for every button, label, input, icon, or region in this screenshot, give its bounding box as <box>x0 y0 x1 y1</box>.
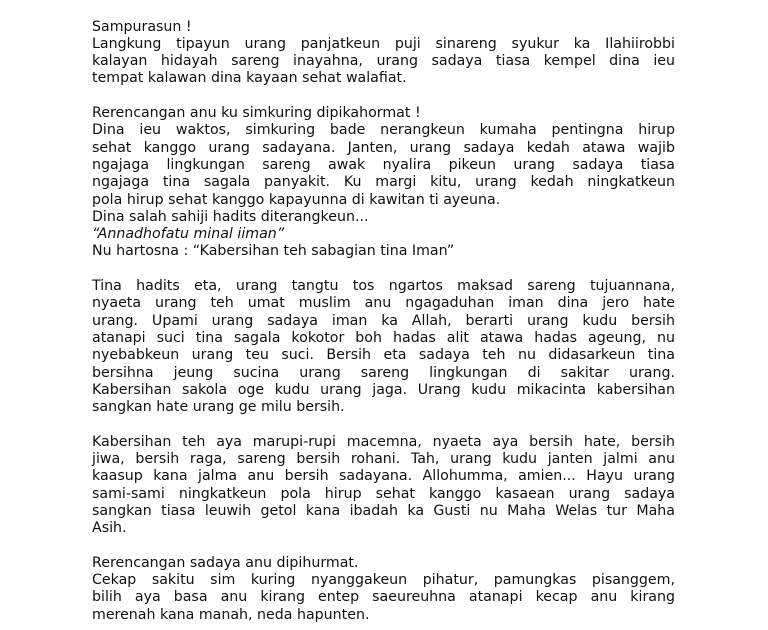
blank-line <box>92 261 675 278</box>
text-line: kalayan hidayah sareng inayahna, urang sadaya tiasa kempel dina ieu <box>92 53 675 70</box>
text-line: Asih. <box>92 520 127 537</box>
text-line: bersihna jeung sucina urang sareng lingkungan di sakitar urang. <box>92 364 675 381</box>
text-line: nyaeta urang teh umat muslim anu ngagaduhan iman dina jero hate <box>92 295 675 312</box>
text-line: pola hirup sehat kanggo kapayunna di kawitan ti ayeuna. <box>92 191 501 208</box>
text-line: Tina hadits eta, urang tangtu tos ngartos maksad sareng tujuannana, <box>92 278 675 295</box>
text-line: “Annadhofatu minal iiman” <box>92 226 285 243</box>
text-line: sehat kanggo urang sadayana. Janten, urang sadaya kedah atawa wajib <box>92 139 675 156</box>
blank-line <box>92 538 675 555</box>
text-line: urang. Upami urang sadaya iman ka Allah, berarti urang kudu bersih <box>92 312 675 329</box>
text-line: tempat kalawan dina kayaan sehat walafiat. <box>92 70 407 87</box>
blank-line <box>92 416 675 433</box>
text-line: sangkan hate urang ge milu bersih. <box>92 399 345 416</box>
text-line: bilih aya basa anu kirang entep saeureuhna atanapi kecap anu kirang <box>92 589 675 606</box>
document-body <box>92 0 675 624</box>
text-line: Kabersihan sakola oge kudu urang jaga. Urang kudu mikacinta kabersihan <box>92 381 675 398</box>
text-line: merenah kana manah, neda hapunten. <box>92 606 370 623</box>
text-line: Kabersihan teh aya marupi-rupi macemna, nyaeta aya bersih hate, bersih <box>92 433 675 450</box>
text-line: Cekap sakitu sim kuring nyanggakeun pihatur, pamungkas pisanggem, <box>92 572 675 589</box>
text-line: kaasup kana jalma anu bersih sadayana. Allohumma, amien... Hayu urang <box>92 468 675 485</box>
text-line: ngajaga lingkungan sareng awak nyalira pikeun urang sadaya tiasa <box>92 156 675 173</box>
text-line: ngajaga tina sagala panyakit. Ku margi kitu, urang kedah ningkatkeun <box>92 174 675 191</box>
text-line: Sampurasun ! <box>92 18 192 35</box>
text-line: Dina ieu waktos, simkuring bade nerangkeun kumaha pentingna hirup <box>92 122 675 139</box>
text-line: Rerencangan sadaya anu dipihurmat. <box>92 554 359 571</box>
blank-line <box>92 1 675 18</box>
text-line: Nu hartosna : “Kabersihan teh sabagian tina Iman” <box>92 243 455 260</box>
text-line: Rerencangan anu ku simkuring dipikahormat ! <box>92 105 421 122</box>
text-line: atanapi suci tina sagala kokotor boh hadas alit atawa hadas ageung, nu <box>92 329 675 346</box>
blank-line <box>92 88 675 105</box>
text-line: Langkung tipayun urang panjatkeun puji sinareng syukur ka Ilahiirobbi <box>92 35 675 52</box>
text-line: sangkan tiasa leuwih getol kana ibadah ka Gusti nu Maha Welas tur Maha <box>92 502 675 519</box>
text-line: jiwa, bersih raga, sareng bersih rohani. Tah, urang kudu janten jalmi anu <box>92 451 675 468</box>
text-line: nyebabkeun urang teu suci. Bersih eta sadaya teh nu didasarkeun tina <box>92 347 675 364</box>
text-line: sami-sami ningkatkeun pola hirup sehat kanggo kasaean urang sadaya <box>92 485 675 502</box>
text-line: Dina salah sahiji hadits diterangkeun... <box>92 208 369 225</box>
